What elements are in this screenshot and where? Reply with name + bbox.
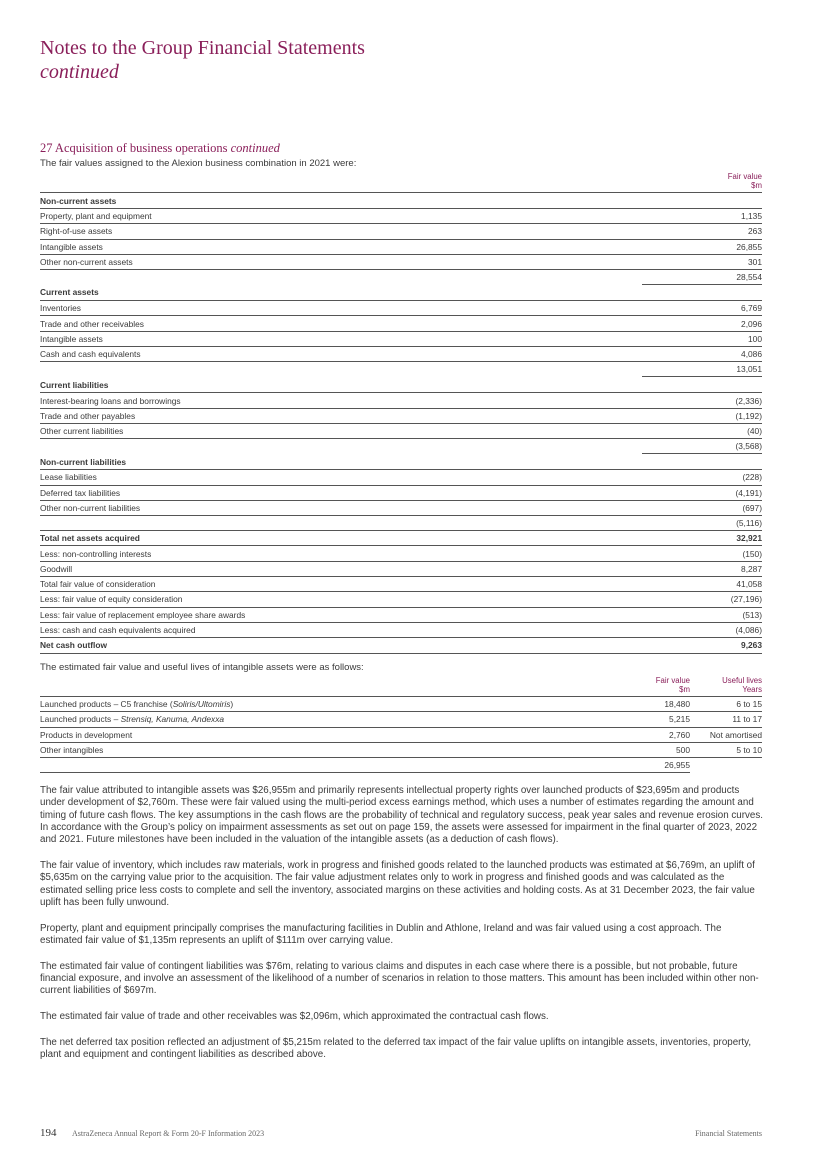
row-value: 41,058 [642,577,762,592]
group-heading-label: Non-current assets [40,193,642,209]
fair-value-grid [40,192,762,654]
table-row [40,561,762,576]
col-header-line1: Useful lives [722,676,762,685]
row-value: (40) [642,423,762,438]
row-value: 1,135 [642,209,762,224]
table-row [40,622,762,637]
fair-value-table [40,172,762,654]
table-row [40,224,762,239]
section-intro: The fair values assigned to the Alexion business combination in 2021 were: [40,158,357,169]
row-label: Other non-current assets [40,254,642,269]
fair-value-column-header [40,172,762,190]
row-value: 5,215 [620,712,690,727]
row-life: 5 to 10 [690,742,762,757]
row-label: Less: cash and cash equivalents acquired [40,622,642,637]
col-header-line2: Years [742,685,762,694]
table-row [40,727,762,742]
label-prefix: Other intangibles [40,745,104,756]
intangibles-column-headers [40,676,762,694]
row-label: Deferred tax liabilities [40,485,642,500]
group-heading [40,377,762,393]
group-heading [40,193,762,209]
row-value: 9,263 [642,638,762,653]
intangibles-intro: The estimated fair value and useful lives of intangible assets were as follows: [40,662,364,673]
row-label: Less: fair value of equity consideration [40,592,642,607]
row-label: Cash and cash equivalents [40,347,642,362]
page-header [40,36,365,84]
row-label [40,727,620,742]
table-row [40,209,762,224]
useful-lives-col-header [690,676,762,694]
subtotal-row [40,439,762,454]
group-heading-label: Non-current liabilities [40,454,642,470]
table-row [40,742,762,757]
table-row [40,408,762,423]
row-label: Inventories [40,301,642,316]
label-suffix: ) [230,699,234,710]
row-label [40,742,620,757]
row-value: (4,086) [642,622,762,637]
table-row [40,712,762,727]
row-value: 8,287 [642,561,762,576]
subtotal-value: (3,568) [642,439,762,454]
page-footer [40,1127,762,1141]
table-row [40,592,762,607]
table-row [40,393,762,408]
row-label: Property, plant and equipment [40,209,642,224]
table-row [40,577,762,592]
row-value: 32,921 [642,531,762,546]
total-value: 26,955 [620,758,690,773]
intangibles-table [40,676,762,773]
total-row [40,758,762,773]
row-label: Trade and other receivables [40,316,642,331]
row-value: 301 [642,254,762,269]
footer-section: Financial Statements [695,1129,762,1138]
group-heading [40,285,762,301]
row-label: Other non-current liabilities [40,500,642,515]
label-prefix: Launched products – [40,714,121,725]
row-value: 6,769 [642,301,762,316]
subtotal-value: 28,554 [642,270,762,285]
row-value: (2,336) [642,393,762,408]
row-label [40,712,620,727]
report-name: AstraZeneca Annual Report & Form 20-F Information 2023 [72,1129,265,1138]
paragraph: Property, plant and equipment principally comprises the manufacturing facilities in Dublin and Athlone, Ireland and was fair valued using a cost approach. The estimated fair value of $1,135m represents an uplift of $111m over carrying value. [40,922,722,946]
subtotal-row [40,516,762,531]
row-label: Less: fair value of replacement employee share awards [40,607,642,622]
table-row [40,531,762,546]
row-label [40,697,620,712]
section-title-text: 27 Acquisition of business operations [40,141,228,155]
row-value: (513) [642,607,762,622]
table-row [40,485,762,500]
row-value: 2,096 [642,316,762,331]
row-value: (27,196) [642,592,762,607]
row-value: (697) [642,500,762,515]
label-italic: Strensiq, Kanuma, Andexxa [120,714,225,725]
table-row [40,423,762,438]
row-value: (1,192) [642,408,762,423]
paragraph: The fair value attributed to intangible assets was $26,955m and primarily represents intellectual property rights over launched products of $23,695m and products under development of $2,760m. These were fair valued using the multi-period excess earnings method, which uses a number of estimates regarding the amount and timing of future cash flows. The key assumptions in the cash flows are the probability of technical and regulatory success, peak year sales and revenue erosion curves. In accordance with the Group’s policy on impairment assessments as set out on page 159, the assets were assessed for impairment in the final quarter of 2023, 2022 and 2021. Future milestones have been included in the valuation of the intangible assets (as a deduction of cash flows). [40,785,763,846]
row-label: Total net assets acquired [40,531,642,546]
row-life: 6 to 15 [690,697,762,712]
group-heading-label: Current liabilities [40,377,642,393]
table-row [40,316,762,331]
row-label: Less: non-controlling interests [40,546,642,561]
table-row [40,697,762,712]
row-label: Intangible assets [40,239,642,254]
section-heading [40,141,762,170]
table-row [40,301,762,316]
row-label: Lease liabilities [40,470,642,485]
row-value: 18,480 [620,697,690,712]
col-header-line2: $m [679,685,690,694]
subtotal-value: 13,051 [642,362,762,377]
col-header-line1: Fair value [655,676,690,685]
row-life: 11 to 17 [690,712,762,727]
table-row [40,500,762,515]
page-title: Notes to the Group Financial Statements [40,37,365,59]
group-heading-label: Current assets [40,285,642,301]
row-value: 26,855 [642,239,762,254]
table-row [40,347,762,362]
section-continued: continued [230,141,280,155]
table-row [40,546,762,561]
row-label: Right-of-use assets [40,224,642,239]
row-label: Other current liabilities [40,423,642,438]
row-value: (150) [642,546,762,561]
row-label: Net cash outflow [40,638,642,653]
page-subtitle: continued [40,61,119,83]
section-title [40,141,762,156]
paragraph: The net deferred tax position reflected an adjustment of $5,215m related to the deferred tax impact of the fair value uplifts on intangible assets, inventories, property, plant and equipment and contingent liabilities as described above. [40,1036,752,1061]
group-heading [40,454,762,470]
subtotal-row [40,270,762,285]
row-value: 263 [642,224,762,239]
row-label: Total fair value of consideration [40,577,642,592]
notes-paragraphs [40,785,765,1075]
row-label: Interest-bearing loans and borrowings [40,393,642,408]
row-value: (4,191) [642,485,762,500]
paragraph: The estimated fair value of trade and other receivables was $2,096m, which approximated the contractual cash flows. [40,1011,549,1023]
table-row [40,254,762,269]
table-row [40,331,762,346]
table-row [40,239,762,254]
col-header-line1: Fair value [727,172,762,181]
label-italic: Soliris/Ultomiris [172,699,231,710]
paragraph: The estimated fair value of contingent liabilities was $76m, relating to various claims and disputes in each case where there is a possible, but not probable, future financial exposure, and involve an assessment of the likelihood of a number of scenarios in relation to those matters. This amount has been included within other non-current liabilities of $697m. [40,960,759,997]
page-number: 194 [40,1127,57,1139]
subtotal-value: (5,116) [642,516,762,531]
row-value: 500 [620,742,690,757]
col-header-line2: $m [751,181,762,190]
label-prefix: Products in development [40,729,133,740]
row-value: 2,760 [620,727,690,742]
row-life: Not amortised [690,727,762,742]
row-label: Trade and other payables [40,408,642,423]
table-row [40,607,762,622]
subtotal-row [40,362,762,377]
row-value: 100 [642,331,762,346]
table-row [40,470,762,485]
fair-value-col-header [620,676,690,694]
row-label: Goodwill [40,561,642,576]
paragraph: The fair value of inventory, which includes raw materials, work in progress and finished goods related to the launched products was estimated at $6,769m, an uplift of $5,635m on the carrying value prior to the acquisition. The fair value adjustment relates only to work in progress and finished goods and was calculated as the estimated selling price less costs to complete and sell the inventory, associated margins on these activities and holding costs. As at 31 December 2023, the fair value uplift has been fully unwound. [40,859,755,908]
row-value: (228) [642,470,762,485]
label-prefix: Launched products – C5 franchise ( [40,699,173,710]
net-cash-outflow-row [40,638,762,653]
row-label: Intangible assets [40,331,642,346]
row-value: 4,086 [642,347,762,362]
intangibles-grid [40,696,762,773]
